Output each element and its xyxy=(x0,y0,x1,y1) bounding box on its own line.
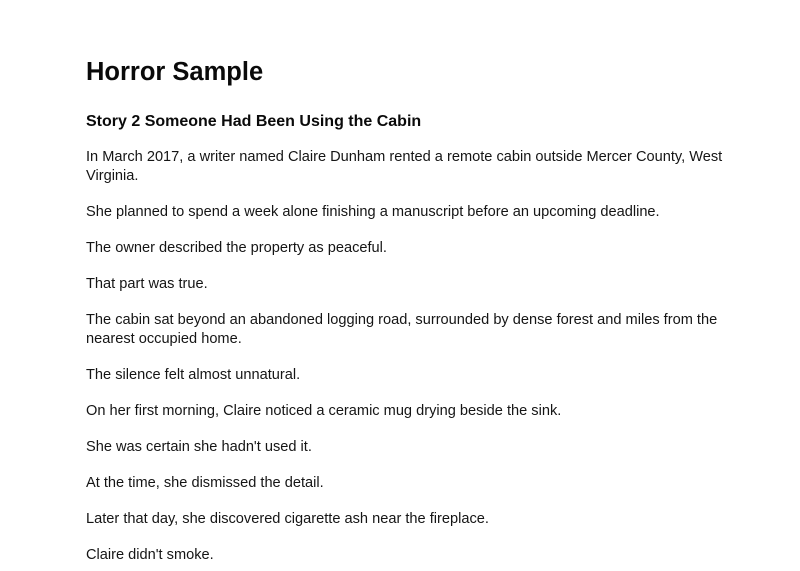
paragraph: In March 2017, a writer named Claire Dunham rented a remote cabin outside Mercer County, West Virginia. xyxy=(86,149,723,184)
paragraph: Claire didn't smoke. xyxy=(86,547,214,563)
story-paragraphs xyxy=(86,148,726,565)
paragraph: The cabin sat beyond an abandoned logging road, surrounded by dense forest and miles from the nearest occupied home. xyxy=(86,312,718,347)
document-body xyxy=(86,57,726,571)
paragraph: She was certain she hadn't used it. xyxy=(86,439,312,455)
paragraph: On her first morning, Claire noticed a ceramic mug drying beside the sink. xyxy=(86,403,562,419)
paragraph: The owner described the property as peaceful. xyxy=(86,240,387,256)
paragraph: That part was true. xyxy=(86,276,208,292)
paragraph: Later that day, she discovered cigarette ash near the fireplace. xyxy=(86,511,489,527)
paragraph: She planned to spend a week alone finishing a manuscript before an upcoming deadline. xyxy=(86,204,660,220)
document-title: Horror Sample xyxy=(86,58,264,86)
paragraph: At the time, she dismissed the detail. xyxy=(86,475,324,491)
story-heading: Story 2 Someone Had Been Using the Cabin xyxy=(86,113,422,130)
paragraph: The silence felt almost unnatural. xyxy=(86,367,301,383)
